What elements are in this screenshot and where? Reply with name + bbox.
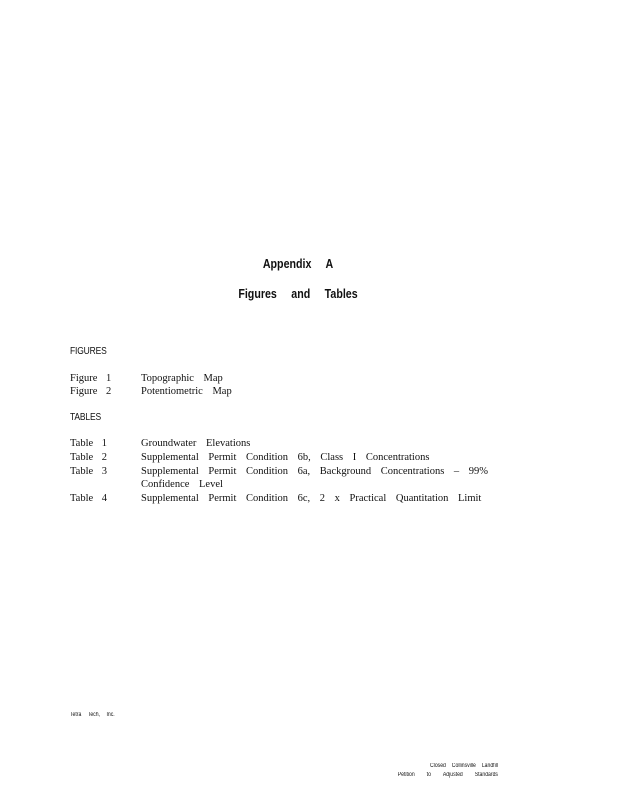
footer-word: Collinsville — [451, 763, 476, 769]
appendix-subtitle: Figures and Tables — [238, 286, 358, 301]
figure-description-line: Topographic Map — [141, 373, 223, 384]
figure-ref: Figure 1 — [70, 373, 112, 384]
footer-company: Tetra Tech, Inc. — [70, 712, 115, 718]
table-ref: Table 3 — [70, 466, 108, 477]
table-description — [141, 451, 531, 464]
figure-description-line: Potentiometric Map — [141, 386, 232, 397]
figure-ref: Figure 2 — [70, 386, 112, 397]
table-description-line: Groundwater Elevations — [141, 438, 251, 449]
table-ref: Table 2 — [70, 452, 108, 463]
table-description — [141, 437, 531, 450]
table-description-line: Confidence Level — [141, 479, 223, 490]
footer-word: Adjusted — [442, 772, 463, 778]
table-description — [141, 492, 531, 505]
footer-word: Standards — [474, 772, 498, 778]
footer-doc-title-line2 — [398, 771, 498, 780]
footer-word: Petition — [397, 772, 415, 778]
figure-description — [141, 385, 531, 398]
table-description-line: Supplemental Permit Condition 6b, Class I Concentrations — [141, 452, 430, 463]
footer-word: Closed — [430, 763, 446, 769]
table-description-line: Supplemental Permit Condition 6a, Background Concentrations – 99% — [141, 466, 489, 477]
table-ref: Table 4 — [70, 493, 108, 504]
appendix-title: Appendix A — [262, 256, 334, 271]
tables-section-label: TABLES — [70, 412, 101, 423]
figure-description — [141, 372, 531, 385]
table-ref: Table 1 — [70, 438, 108, 449]
footer-word: to — [426, 772, 431, 778]
table-description-line: Supplemental Permit Condition 6c, 2 x Practical Quantitation Limit — [141, 493, 482, 504]
figures-section-label: FIGURES — [70, 346, 107, 357]
footer-doc-title-line1 — [398, 762, 498, 771]
table-description — [141, 465, 531, 491]
footer-word: Landfill — [481, 763, 498, 769]
